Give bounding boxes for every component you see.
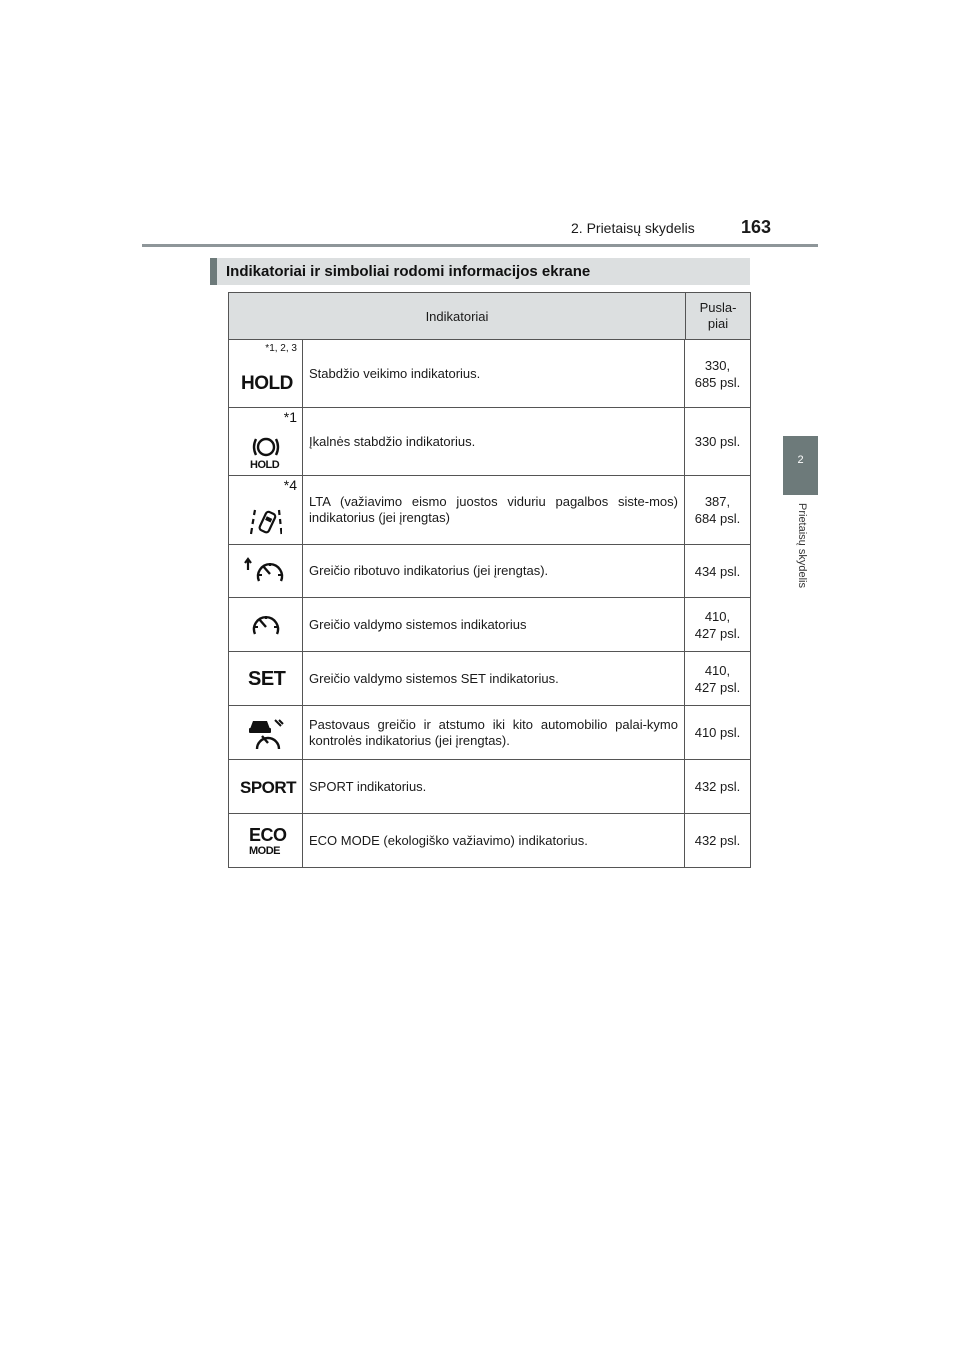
table-row (229, 706, 750, 760)
icon-cell (229, 408, 303, 475)
footnote-mark: *1, 2, 3 (265, 343, 297, 354)
row-description: Įkalnės stabdžio indikatorius. (303, 408, 685, 475)
row-pages: 330 psl. (694, 434, 741, 449)
row-description: Greičio ribotuvo indikatorius (jei įrengtas). (303, 545, 685, 597)
row-pages: 434 psl. (694, 563, 741, 579)
icon-cell (229, 706, 303, 759)
row-pages: 410, 427 psl. (694, 608, 741, 641)
set-icon: SET (248, 668, 286, 690)
icon-cell (229, 598, 303, 651)
table-row (229, 340, 750, 408)
row-description: Greičio valdymo sistemos SET indikatorius. (303, 652, 685, 705)
section-heading: Indikatoriai ir simboliai rodomi informacijos ekrane (226, 263, 591, 280)
icon-cell (229, 476, 303, 544)
header-divider (142, 244, 818, 247)
col-header-pages: Pusla- piai (699, 300, 737, 331)
table-row (229, 598, 750, 652)
chapter-tab (783, 436, 818, 495)
row-pages: 330, 685 psl. (694, 357, 741, 390)
row-pages: 410 psl. (694, 725, 741, 740)
table-row (229, 814, 750, 868)
hill-hold-icon (251, 434, 281, 460)
cruise-control-icon (251, 610, 281, 640)
hold-icon: HOLD (241, 373, 293, 394)
row-description: Greičio valdymo sistemos indikatorius (303, 598, 685, 651)
page-number: 163 (741, 217, 772, 237)
section-heading-bar (210, 258, 750, 285)
col-header-indicators: Indikatoriai (229, 293, 686, 339)
eco-mode-icon-subtext: MODE (249, 845, 280, 857)
icon-cell (229, 340, 303, 407)
icon-cell (229, 814, 303, 867)
table-row (229, 545, 750, 598)
row-pages: 432 psl. (694, 779, 741, 794)
chapter-side-label: Prietaisų skydelis (796, 503, 808, 588)
sport-icon: SPORT (240, 778, 297, 797)
row-description: ECO MODE (ekologiško važiavimo) indikatorius. (303, 814, 685, 867)
icon-cell (229, 760, 303, 813)
speed-limiter-icon (244, 556, 288, 588)
hill-hold-icon-text: HOLD (250, 459, 280, 471)
footnote-mark: *1 (283, 409, 297, 425)
icon-cell (229, 545, 303, 597)
row-pages: 432 psl. (694, 833, 741, 848)
row-description: Stabdžio veikimo indikatorius. (303, 340, 685, 407)
indicators-table (228, 292, 751, 868)
table-row (229, 760, 750, 814)
table-row (229, 408, 750, 476)
section-heading-accent (210, 258, 217, 285)
table-row (229, 476, 750, 545)
row-description: SPORT indikatorius. (303, 760, 685, 813)
row-pages: 410, 427 psl. (694, 662, 741, 695)
row-pages: 387, 684 psl. (694, 494, 741, 526)
row-description: Pastovaus greičio ir atstumo iki kito automobilio palai-kymo kontrolės indikatorius (jei įrengtas). (303, 706, 685, 759)
icon-cell (229, 652, 303, 705)
row-description: LTA (važiavimo eismo juostos viduriu pagalbos siste-mos) indikatorius (jei įrengtas) (303, 476, 685, 544)
footnote-mark: *4 (283, 477, 297, 493)
table-header-row (229, 293, 750, 340)
running-header-title: 2. Prietaisų skydelis (571, 220, 695, 236)
lta-lane-icon (250, 506, 282, 538)
chapter-tab-number: 2 (797, 454, 804, 466)
radar-cruise-icon (247, 716, 287, 752)
table-row (229, 652, 750, 706)
eco-mode-icon: ECO (249, 825, 287, 845)
